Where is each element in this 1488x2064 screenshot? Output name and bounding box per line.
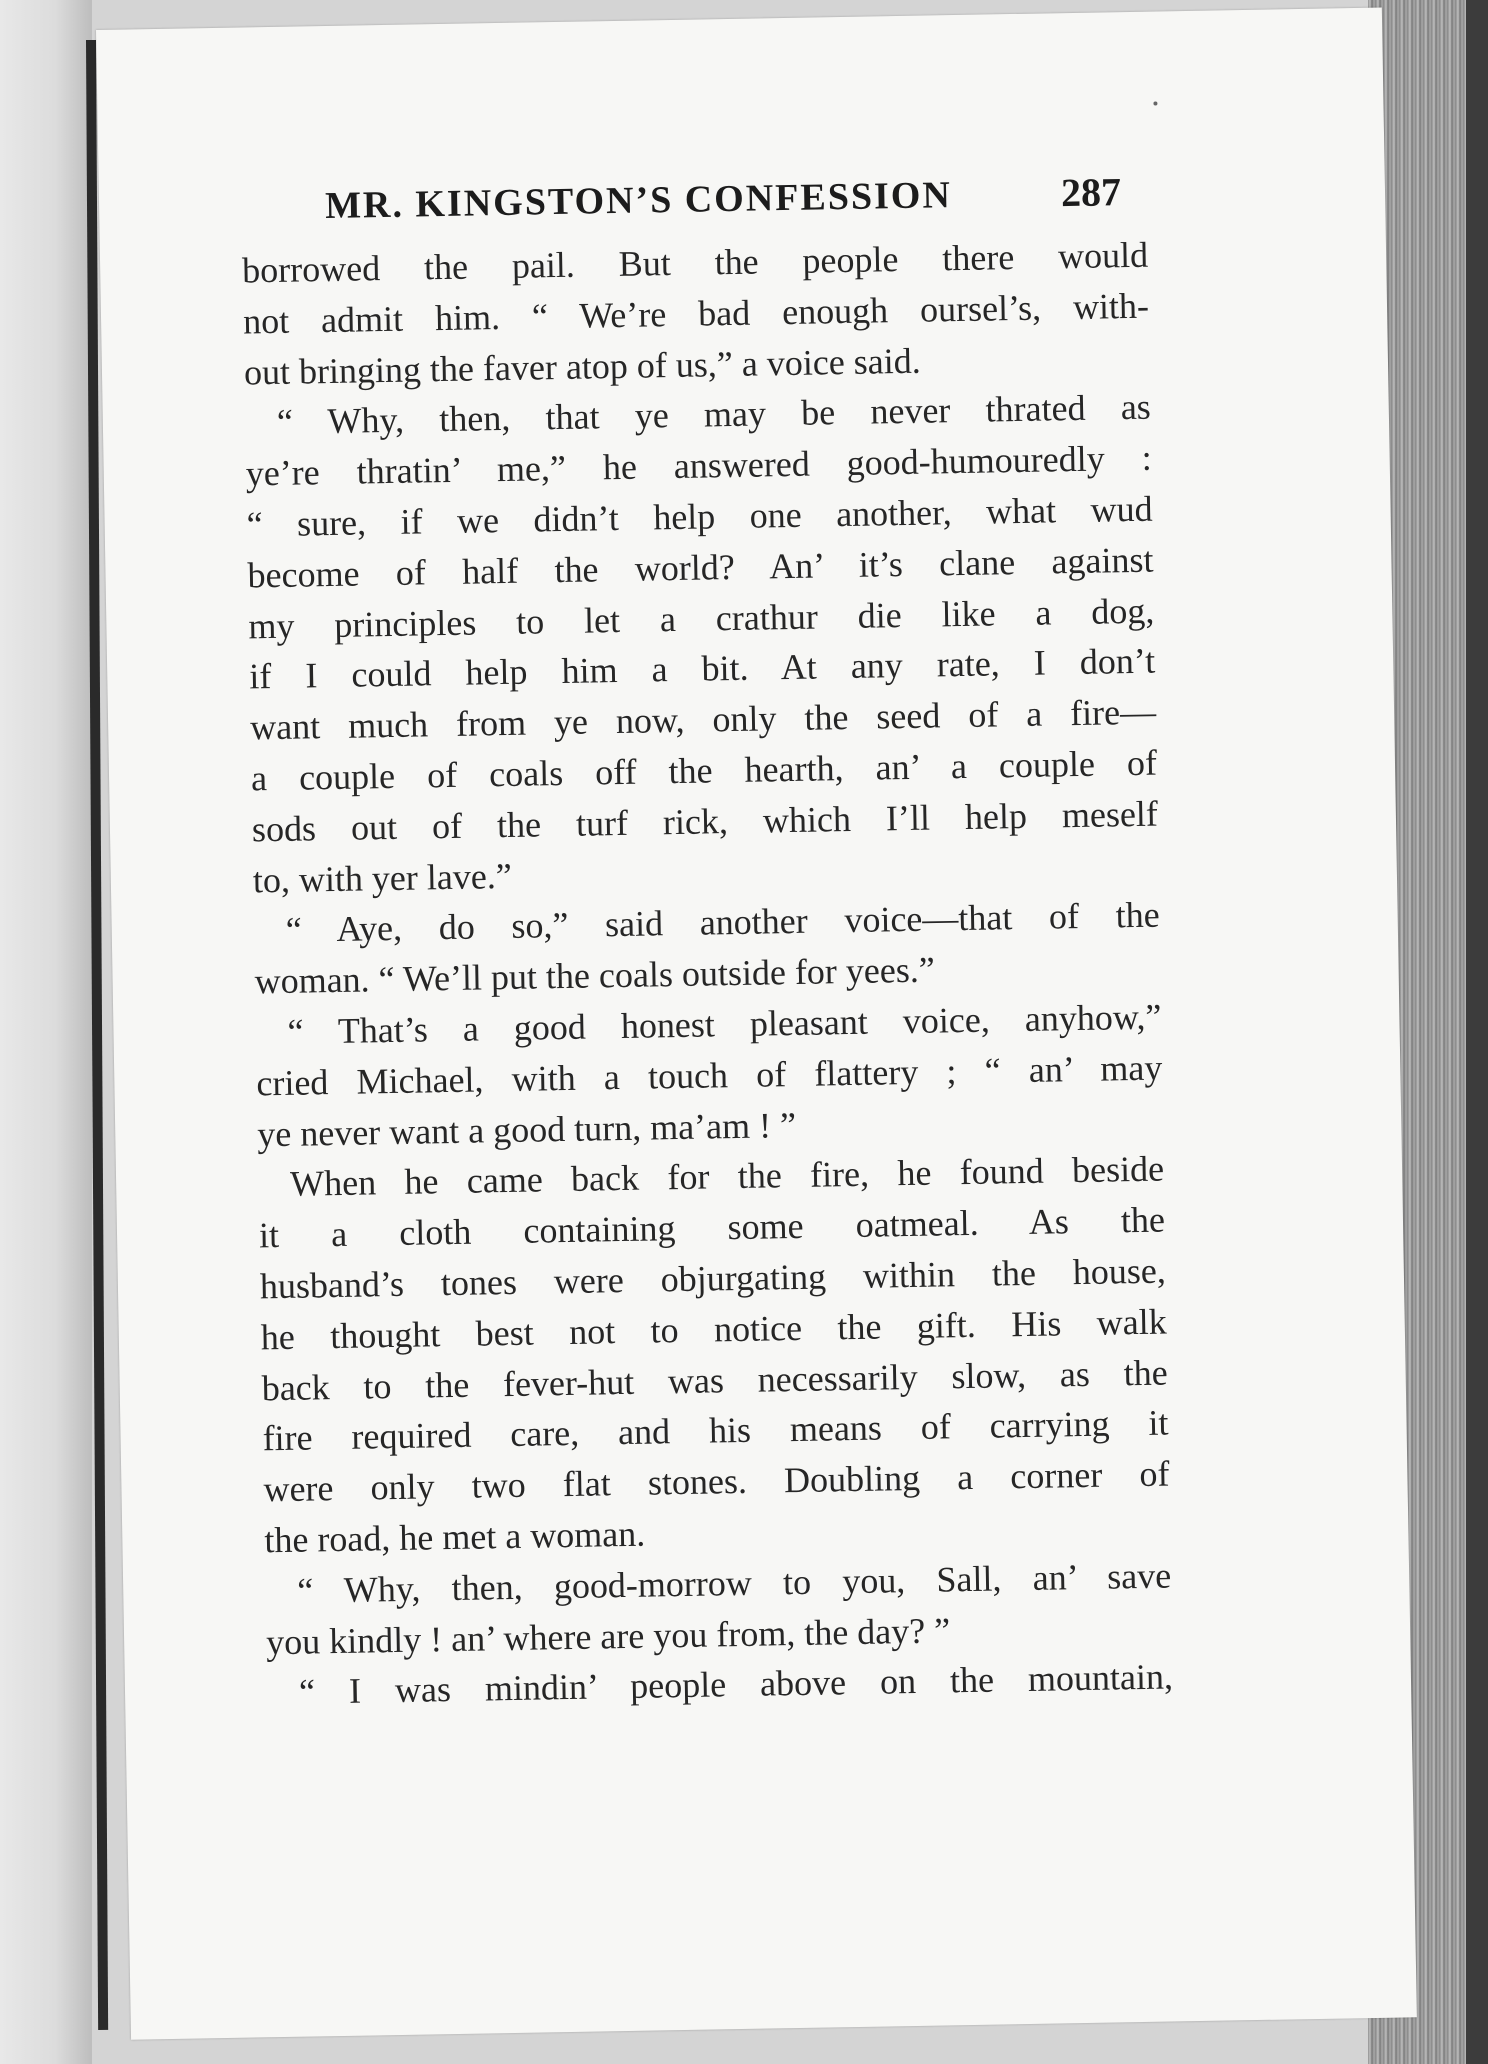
- text-line: husband’s tones were objurgating within the house,: [259, 1250, 1167, 1307]
- text-line: if I could help him a bit. At any rate, I don’t: [248, 640, 1156, 697]
- text-line: “ sure, if we didn’t help one another, what wud: [246, 488, 1153, 545]
- text-line: “ That’s a good honest pleasant voice, anyhow,”: [287, 996, 1162, 1052]
- text-line: borrowed the pail. But the people there would: [241, 234, 1149, 291]
- text-line: he thought best not to notice the gift. His walk: [260, 1301, 1168, 1358]
- text-line: sods out of the turf rick, which I’ll help meself: [251, 793, 1159, 850]
- cover-edge: [1466, 0, 1488, 2064]
- text-line: fire required care, and his means of carrying it: [262, 1402, 1169, 1459]
- running-head-title: MR. KINGSTON’S CONFESSION: [324, 174, 953, 228]
- text-line: “ I was mindin’ people above on the mountain,: [298, 1656, 1174, 1713]
- body-text: [242, 230, 1174, 1719]
- text-line: not admit him. “ We’re bad enough oursel’s, with-: [242, 285, 1150, 342]
- text-line: back to the fever-hut was necessarily slow, as the: [261, 1352, 1168, 1408]
- text-line: woman. “ We’ll put the coals outside for yees.”: [254, 949, 936, 1002]
- text-line: When he came back for the fire, he found beside: [289, 1148, 1165, 1205]
- text-line: the road, he met a woman.: [264, 1513, 646, 1561]
- text-line: ye never want a good turn, ma’am ! ”: [256, 1104, 797, 1154]
- text-line: “ Why, then, that ye may be never thrated as: [276, 387, 1152, 443]
- text-line: a couple of coals off the hearth, an’ a couple of: [250, 742, 1158, 799]
- text-line: were only two flat stones. Doubling a corner of: [263, 1453, 1170, 1510]
- text-line: it a cloth containing some oatmeal. As the: [258, 1199, 1166, 1256]
- facing-page-edge: [0, 0, 92, 2064]
- text-line: cried Michael, with a touch of flattery ; “ an’ may: [256, 1047, 1163, 1104]
- text-line: want much from ye now, only the seed of a fire—: [249, 691, 1157, 748]
- paper-speck: [1153, 101, 1157, 105]
- text-line: my principles to let a crathur die like a dog,: [248, 590, 1155, 647]
- text-line: “ Why, then, good-morrow to you, Sall, an’ save: [296, 1555, 1172, 1611]
- text-line: out bringing the faver atop of us,” a voice said.: [243, 340, 922, 393]
- text-line: to, with yer lave.”: [252, 855, 513, 900]
- text-line: “ Aye, do so,” said another voice—that of the: [285, 894, 1160, 951]
- text-line: you kindly ! an’ where are you from, the day? ”: [265, 1609, 951, 1662]
- book-page: [96, 8, 1417, 2040]
- page-number: 287: [1060, 169, 1122, 216]
- text-line: become of half the world? An’ it’s clane against: [247, 539, 1154, 596]
- text-line: ye’re thratin’ me,” he answered good-humouredly :: [245, 437, 1152, 494]
